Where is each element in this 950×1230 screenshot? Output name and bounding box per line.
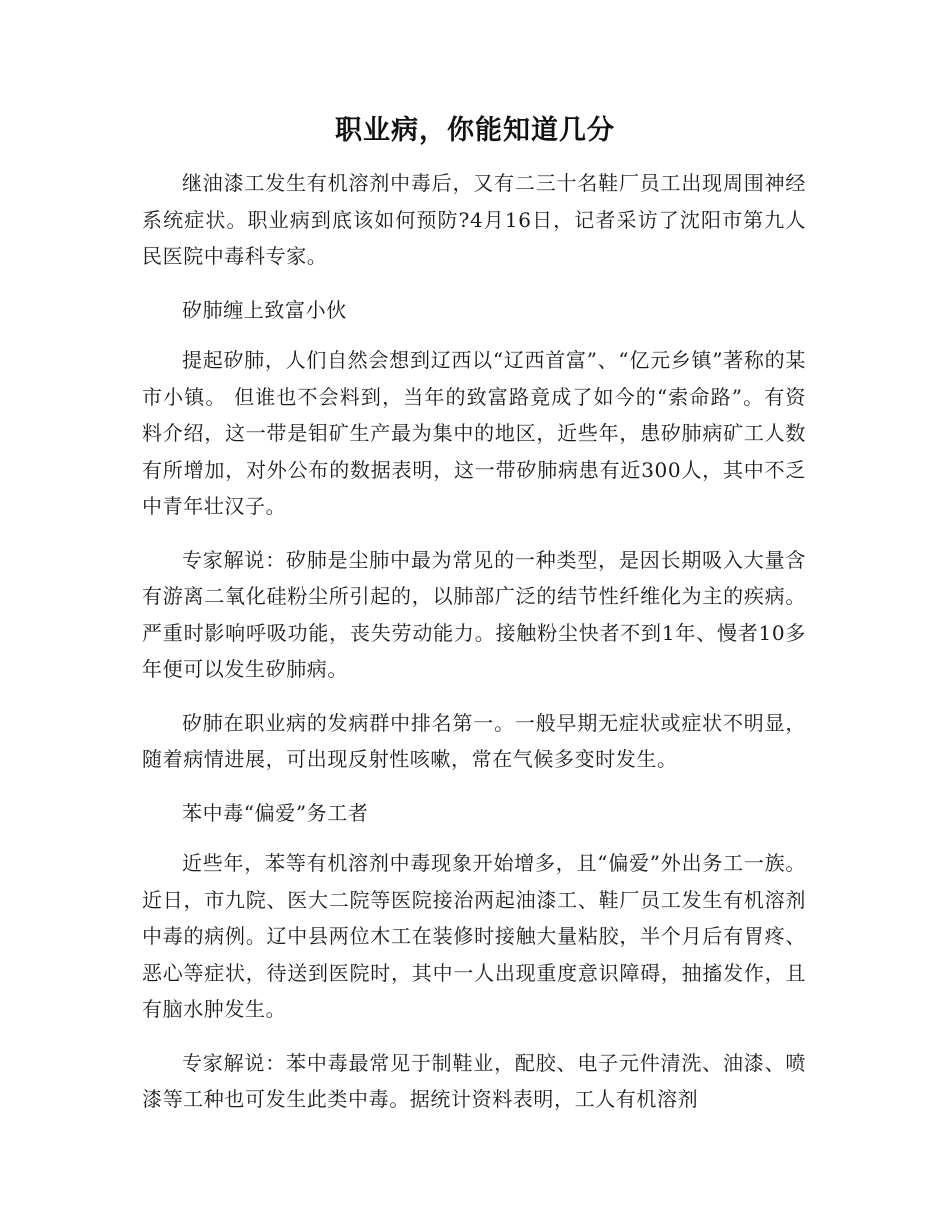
document-body bbox=[142, 165, 806, 1135]
section-heading-silicosis: 矽肺缠上致富小伙 bbox=[182, 297, 347, 322]
paragraph-benzene-expert: 专家解说：苯中毒最常见于制鞋业，配胶、电子元件清洗、油漆、喷漆等工种也可发生此类中毒。据统计资料表明，工人有机溶剂 bbox=[142, 1050, 806, 1111]
paragraph-silicosis-ranking: 矽肺在职业病的发病群中排名第一。一般早期无症状或症状不明显，随着病情进展，可出现反射性咳嗽，常在气候多变时发生。 bbox=[142, 710, 806, 771]
paragraph-intro: 继油漆工发生有机溶剂中毒后，又有二三十名鞋厂员工出现周围神经系统症状。职业病到底该如何预防?4月16日，记者采访了沈阳市第九人民医院中毒科专家。 bbox=[142, 171, 806, 268]
document-title: 职业病，你能知道几分 bbox=[335, 115, 615, 146]
paragraph-benzene-story: 近些年，苯等有机溶剂中毒现象开始增多，且“偏爱”外出务工一族。近日，市九院、医大二院等医院接治两起油漆工、鞋厂员工发生有机溶剂中毒的病例。辽中县两位木工在装修时接触大量粘胶，半个月后有胃疼、恶心等症状，待送到医院时，其中一人出现重度意识障碍，抽搐发作，且有脑水肿发生。 bbox=[142, 851, 806, 1021]
section-heading-benzene: 苯中毒“偏爱”务工者 bbox=[182, 800, 369, 825]
paragraph-silicosis-expert: 专家解说：矽肺是尘肺中最为常见的一种类型，是因长期吸入大量含有游离二氧化硅粉尘所引起的，以肺部广泛的结节性纤维化为主的疾病。严重时影响呼吸功能，丧失劳动能力。接触粉尘快者不到1年、慢者10多年便可以发生矽肺病。 bbox=[142, 547, 806, 681]
paragraph-silicosis-story: 提起矽肺，人们自然会想到辽西以“辽西首富”、“亿元乡镇”著称的某市小镇。 但谁也不会料到，当年的致富路竟成了如今的“索命路”。有资料介绍，这一带是钼矿生产最为集中的地区，近些年，患矽肺病矿工人数有所增加，对外公布的数据表明，这一带矽肺病患有近300人，其中不乏中青年壮汉子。 bbox=[142, 348, 806, 518]
